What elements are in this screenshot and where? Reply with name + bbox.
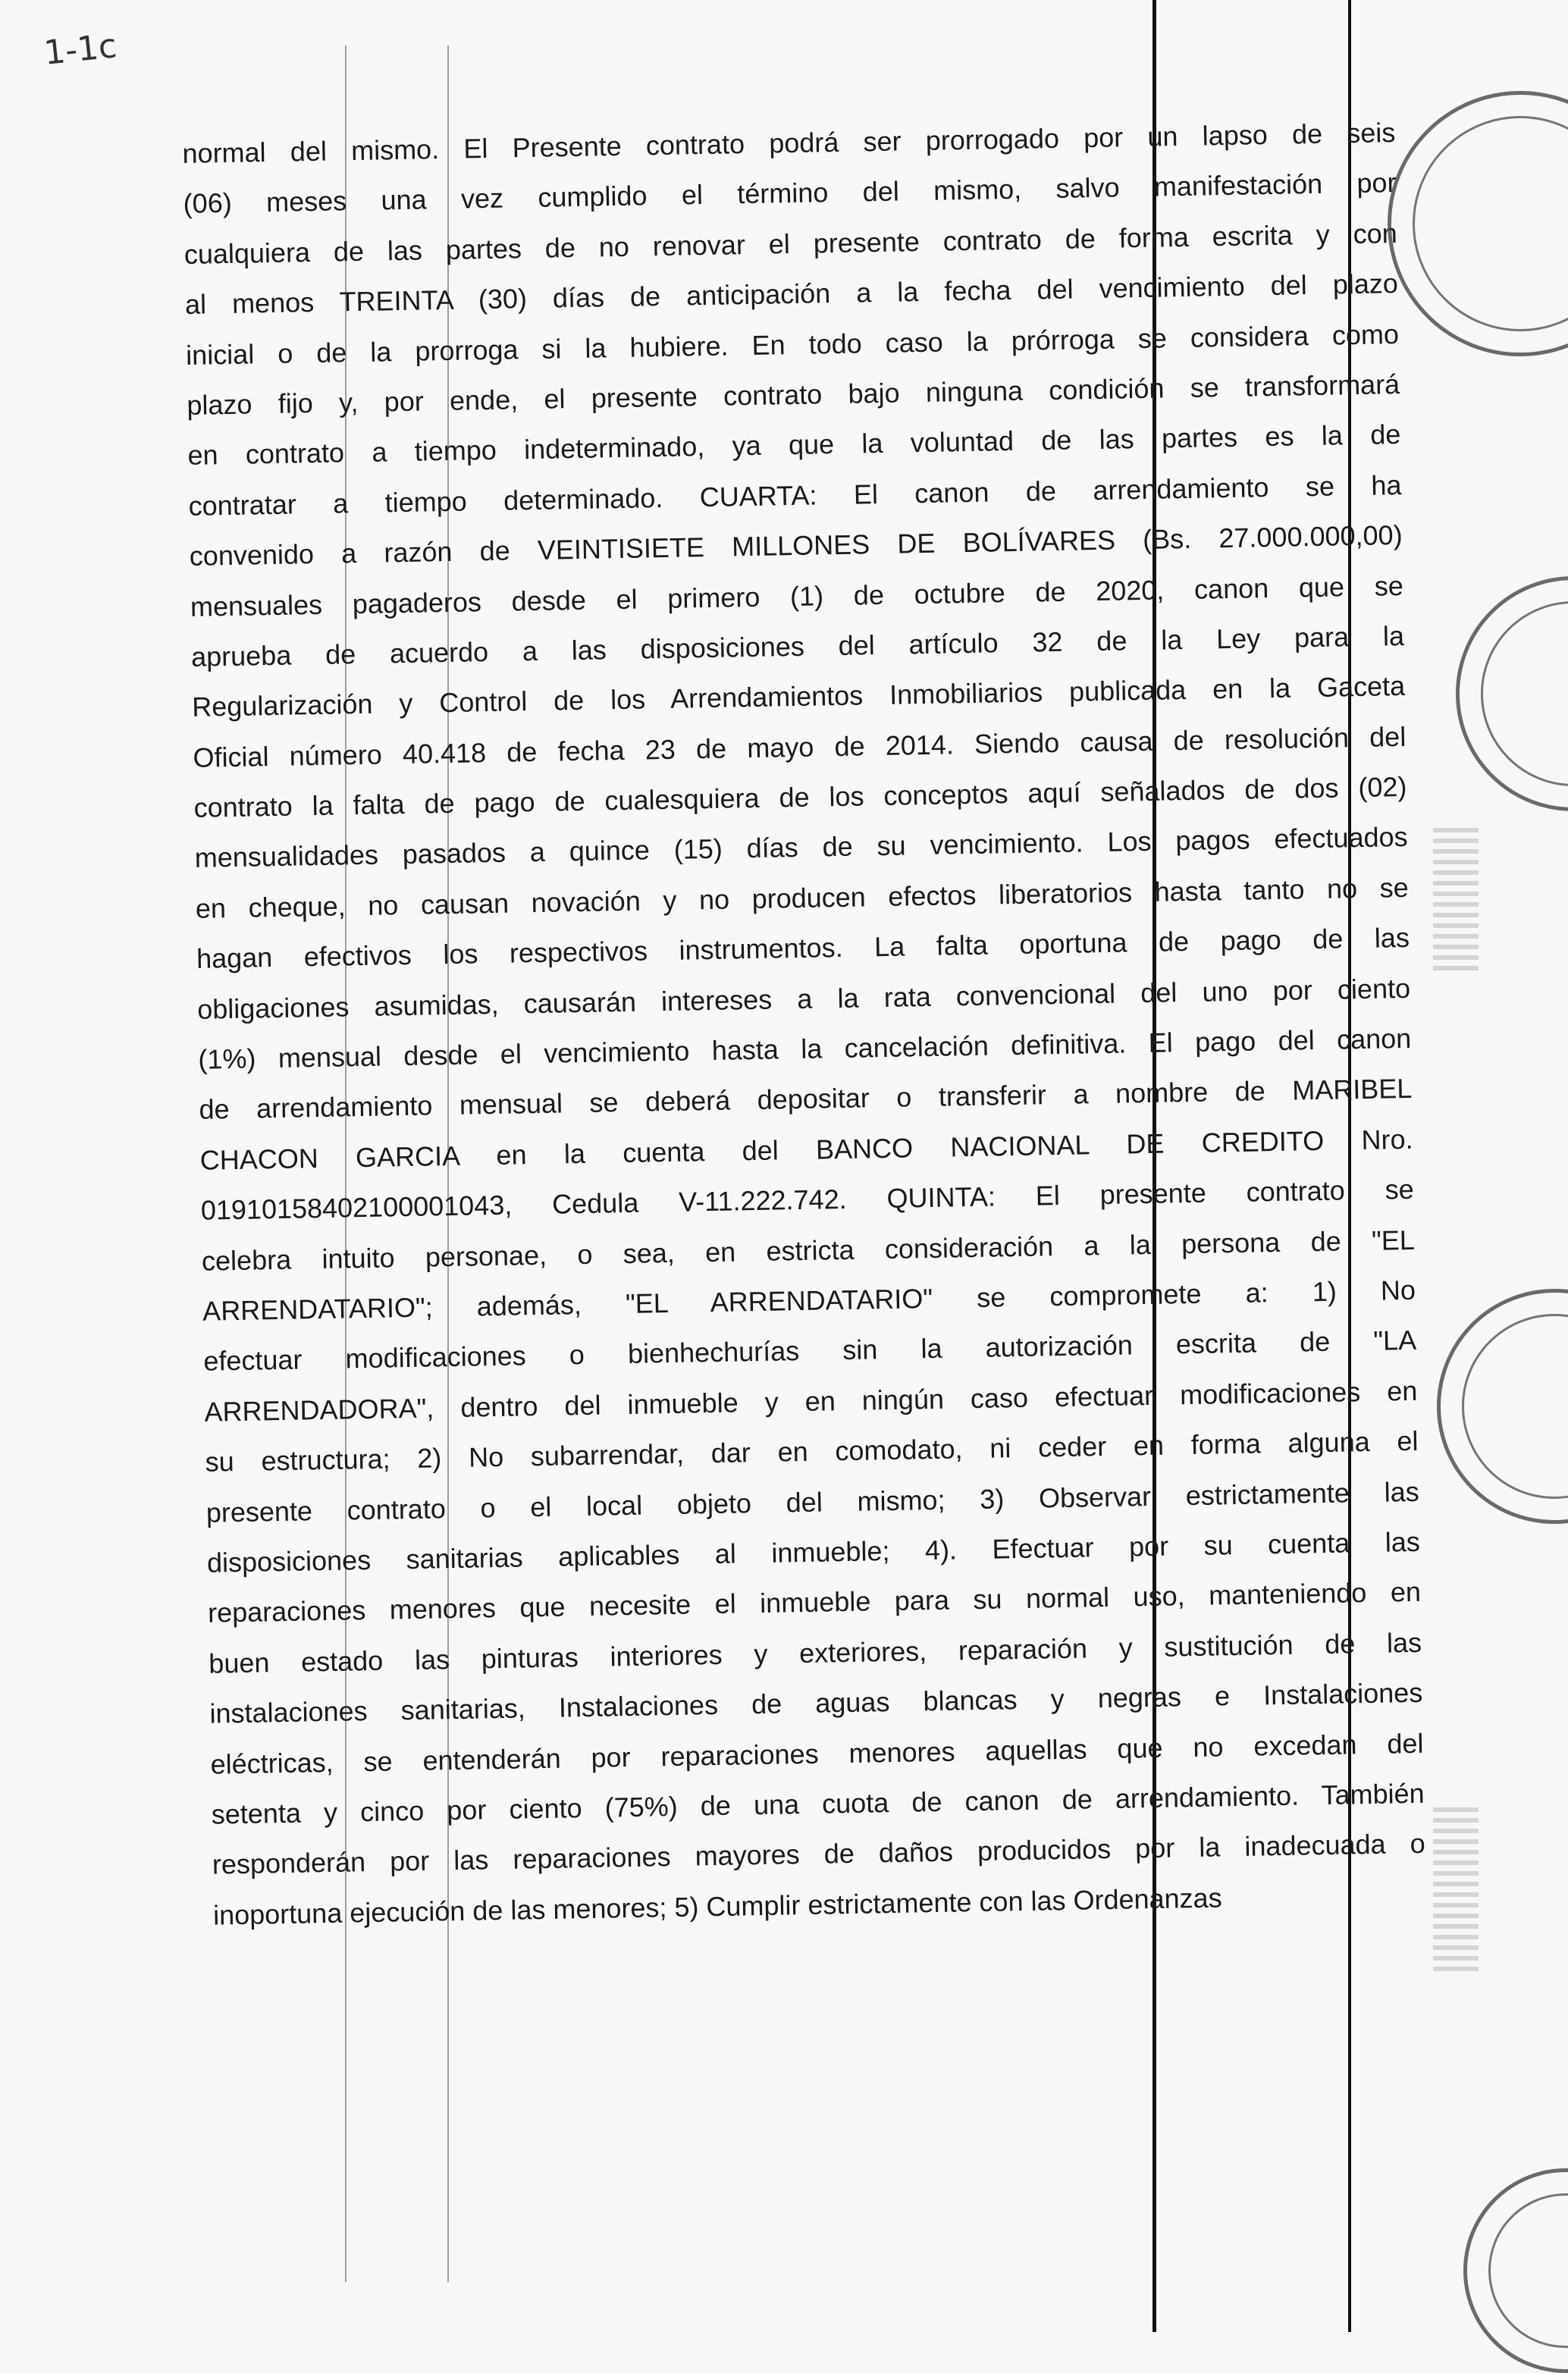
- text-line: Oficial número 40.418 de fecha 23 de mayo de 2014. Siendo causa de resolución del: [193, 720, 1406, 773]
- text-line: responderán por las reparaciones mayores de daños producidos por la inadecuada o: [212, 1828, 1426, 1880]
- text-line: buen estado las pinturas interiores y exteriores, reparación y sustitución de las: [208, 1626, 1422, 1679]
- stamp-fragment: [1433, 826, 1479, 970]
- text-line: hagan efectivos los respectivos instrumentos. La falta oportuna de pago de las: [196, 922, 1410, 975]
- seal-middle-right: [1456, 576, 1568, 811]
- text-line: ARRENDADORA", dentro del inmueble y en ningún caso efectuar modificaciones en: [204, 1375, 1418, 1428]
- text-line: (1%) mensual desde el vencimiento hasta la cancelación definitiva. El pago del canon: [198, 1022, 1412, 1075]
- text-line: Regularización y Control de los Arrendamientos Inmobiliarios publicada en la Gaceta: [191, 670, 1406, 723]
- text-line: normal del mismo. El Presente contrato podrá ser prorrogado por un lapso de seis: [182, 117, 1396, 169]
- seal-top-right: [1388, 91, 1568, 356]
- text-line: disposiciones sanitarias aplicables al inmueble; 4). Efectuar por su cuenta las: [206, 1525, 1421, 1578]
- seal-lower-right: [1437, 1289, 1568, 1524]
- text-line: eléctricas, se entenderán por reparaciones menores aquellas que no excedan del: [210, 1727, 1424, 1780]
- text-line: celebra intuito personae, o sea, en estricta consideración a la persona de "EL: [201, 1224, 1416, 1277]
- text-line: su estructura; 2) No subarrendar, dar en comodato, ni ceder en forma alguna el: [205, 1425, 1419, 1478]
- text-line: efectuar modificaciones o bienhechurías sin la autorización escrita de "LA: [203, 1324, 1417, 1378]
- text-line: setenta y cinco por ciento (75%) de una cuota de canon de arrendamiento. También: [211, 1777, 1425, 1830]
- text-line: instalaciones sanitarias, Instalaciones de aguas blancas y negras e Instalaciones: [209, 1676, 1423, 1729]
- text-line: inicial o de la prorroga si la hubiere. En todo caso la prórroga se considera como: [185, 318, 1400, 371]
- text-line: al menos TREINTA (30) días de anticipación a la fecha del vencimiento del plazo: [184, 268, 1399, 321]
- text-line: (06) meses una vez cumplido el término del mismo, salvo manifestación por: [183, 167, 1397, 220]
- text-line: 01910158402100001043, Cedula V-11.222.742. QUINTA: El presente contrato se: [200, 1174, 1415, 1226]
- text-line: CHACON GARCIA en la cuenta del BANCO NACIONAL DE CREDITO Nro.: [199, 1123, 1413, 1176]
- text-line: contratar a tiempo determinado. CUARTA: El canon de arrendamiento se ha: [188, 469, 1402, 522]
- text-line: aprueba de acuerdo a las disposiciones del artículo 32 de la Ley para la: [190, 619, 1405, 672]
- text-line: mensuales pagaderos desde el primero (1) de octubre de 2020, canon que se: [190, 569, 1404, 622]
- text-line: en contrato a tiempo indeterminado, ya que la voluntad de las partes es la de: [187, 418, 1401, 472]
- text-line: inoportuna ejecución de las menores; 5) Cumplir estrictamente con las Ordenanzas: [212, 1882, 1222, 1931]
- text-line: de arrendamiento mensual se deberá depositar o transferir a nombre de MARIBEL: [199, 1073, 1413, 1126]
- text-line: cualquiera de las partes de no renovar el presente contrato de forma escrita y con: [183, 217, 1397, 270]
- text-line: ARRENDATARIO"; además, "EL ARRENDATARIO" se compromete a: 1) No: [202, 1274, 1416, 1327]
- contract-body: [182, 108, 1426, 1941]
- text-line: obligaciones asumidas, causarán intereses a la rata convencional del uno por ciento: [196, 972, 1411, 1025]
- text-line: reparaciones menores que necesite el inmueble para su normal uso, manteniendo en: [207, 1576, 1422, 1629]
- stamp-fragment: [1433, 1804, 1479, 1971]
- text-line: en cheque, no causan novación y no producen efectos liberatorios hasta tanto no se: [195, 871, 1410, 924]
- text-line: presente contrato o el local objeto del mismo; 3) Observar estrictamente las: [205, 1475, 1419, 1528]
- text-line: plazo fijo y, por ende, el presente contrato bajo ninguna condición se transformará: [187, 368, 1400, 421]
- text-line: contrato la falta de pago de cualesquiera de los conceptos aquí señalados de dos (02): [193, 771, 1407, 823]
- seal-bottom-right: [1463, 2168, 1568, 2373]
- text-line: mensualidades pasados a quince (15) días de su vencimiento. Los pagos efectuados: [194, 821, 1408, 874]
- handwritten-page-mark: 1-1c: [42, 27, 119, 73]
- text-line: convenido a razón de VEINTISIETE MILLONES DE BOLÍVARES (Bs. 27.000.000,00): [189, 519, 1403, 572]
